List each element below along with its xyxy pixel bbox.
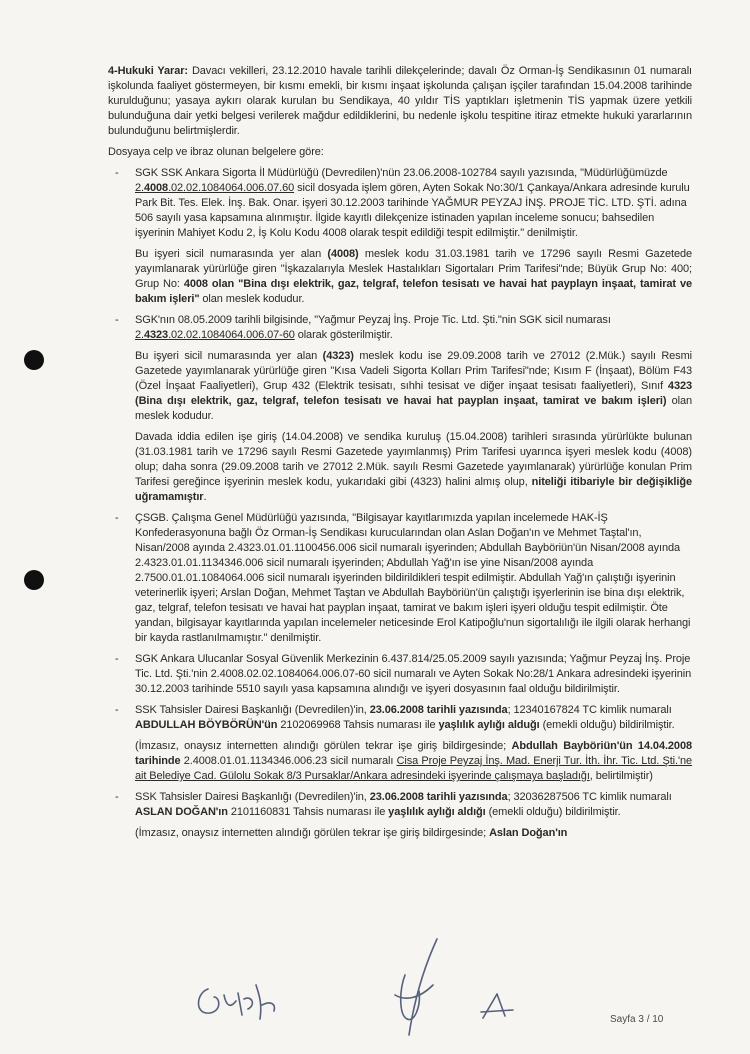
paragraph: Bu işyeri sicil numarasında yer alan (4323) meslek kodu ise 29.09.2008 tarih ve 27012 (2.Mük.) sayılı Resmi Gazetede yayımlanarak yürürlüğe giren "Kısa Vadeli Sigorta Kolları Prim Tarifesi"nde; Kısım F (İnşaat), Bölüm F43 (Özel İnşaat Faaliyetleri), Grup 432 (Elektrik tesisatı, sıhhi tesisat ve diğer inşaat tesisatı faaliyetleri), Sınıf 4323 (Bina dışı elektrik, gaz, telgraf, telefon tesisatı ve havai hat payplan inşaat, tamirat ve bakım işleri) olan meslek kodudur. [135, 350, 692, 422]
paragraph: Bu işyeri sicil numarasında yer alan (4008) meslek kodu 31.03.1981 tarih ve 17296 sayılı Resmi Gazetede yayımlanarak yürürlüğe giren "İşkazalarıyla Meslek Hastalıkları Sigortaları Prim Tarifesi"nde; Büyük Grup No: 400; Grup No: 4008 olan "Bina dışı elektrik, gaz, telgraf, telefon tesisatı ve havai hat payplayn inşaat, tamirat ve bakım işleri" olan meslek kodudur. [135, 248, 692, 305]
list-item: - SSK Tahsisler Dairesi Başkanlığı (Devredilen)'in, 23.06.2008 tarihli yazısında; 12340167824 TC kimlik numaralı ABDULLAH BÖYBÖRÜN'ün 2102069968 Tahsis numarası ile yaşlılık aylığı alduğı (emekli olduğu) bildirilmiştir. [115, 704, 675, 731]
list-item: - SGK Ankara Ulucanlar Sosyal Güvenlik Merkezinin 6.437.814/25.05.2009 sayılı yazısında; Yağmur Peyzaj İnş. Proje Tic. Ltd. Şti.'nin 2.4008.02.02.1084064.006.07-60 sicil numaralı ve Ayten Sokak No:28/1 Ankara adresindeki işyerinin 30.12.2003 tarihinde 5510 sayılı yasa kapsamına alındığı ve işyeri dosyasının faal olduğu bildirilmiştir. [115, 653, 692, 695]
signature-left [190, 975, 300, 1035]
document-body [108, 64, 692, 847]
registry-number: 2.4008.02.02.1084064.006.07.60 [135, 182, 295, 194]
list-item: - SSK Tahsisler Dairesi Başkanlığı (Devredilen)'in, 23.06.2008 tarihli yazısında; 32036287506 TC kimlik numaralı ASLAN DOĞAN'ın 2101160831 Tahsis numarası ile yaşlılık aylığı aldığı (emekli olduğu) bildirilmiştir. [115, 791, 672, 818]
list-item: - SGK'nın 08.05.2009 tarihli bilgisinde, "Yağmur Peyzaj İnş. Proje Tic. Ltd. Şti."nin SGK sicil numarası 2.4323.02.02.1084064.006.07-60 olarak gösterilmiştir. [115, 314, 611, 341]
list-item: - SGK SSK Ankara Sigorta İl Müdürlüğü (Devredilen)'nün 23.06.2008-102784 sayılı yazısında, "Müdürlüğümüzde 2.4008.02.02.1084064.006.07.60 sicil dosyada işlem gören, Ayten Sokak No:30/1 Çankaya/Ankara adresinde kurulu Park Bit. Tes. Elek. İnş. Bak. Onar. işyeri 30.12.2003 tarihinde YAĞMUR PEYZAJ İNŞ. PROJE TİC. LTD. ŞTİ. adına 506 sayılı yasa kapsamına alınmıştır. İlgide kayıtlı dilekçenize istinaden yapılan inceleme sonucu; bahsedilen işyerinin Mahiyet Kodu 2, İş Kolu Kodu 4008 olarak tespit edildiği tespit edilmiştir." denilmiştir. [115, 167, 690, 239]
paragraph-lead: Dosyaya celp ve ibraz olunan belgelere göre: [108, 146, 324, 158]
signature-middle [385, 935, 455, 1045]
punch-hole [24, 570, 44, 590]
signature-right [475, 990, 525, 1030]
paragraph: Davada iddia edilen işe giriş (14.04.2008) ve sendika kuruluş (15.04.2008) tarihleri sırasında yürürlükte bulunan (31.03.1981 tarih ve 17296 sayılı Resmi Gazetede yayımlanmış) Prim Tarifesi uyarınca işyeri meslek kodu (4008) olup; daha sonra (29.09.2008 tarih ve 27012 2.Mük. sayılı Resmi Gazetede yayımlanarak) yürürlüğe konulan Prim Tarifesi gereğince işyerinin meslek kodu, yukarıdaki gibi (4323) halini almış olup, niteliği itibariyle bir değişikliğe uğramamıştır. [135, 431, 692, 503]
section-heading: 4-Hukuki Yarar: [108, 65, 188, 77]
list-item: - ÇSGB. Çalışma Genel Müdürlüğü yazısında, "Bilgisayar kayıtlarımızda yapılan incelemede HAK-İŞ Konfederasyonuna bağlı Öz Orman-İş Sendikası kurucularından olan Aslan Doğan'ın ve Mehmet Taştal'ın, Nisan/2008 ayında 2.4323.01.01.1100456.006 sicil numaralı işyerinden; Abdullah Bayböriün'ün Nisan/2008 ayında 2.4323.01.01.1134346.006 sicil numaralı işyerinden; Abdullah Yağ'ın ise yine Nisan/2008 ayında 2.7500.01.01.1084064.006 sicil numaralı işyerinden bildirildikleri tespit edilmiştir. Abdullah Yağ'ın çalıştığı işyerinin veterinerlik işyeri; Arslan Doğan, Mehmet Taştan ve Abdullah Bayböriün'ün çalıştığı işyerlerinin ise bina dışı elektrik, gaz, telgraf, telefon tesisatı ve havai hat payplan inşaat, tamirat ve bakım işleri işyeri olduğu tespit edilmiştir. Öte yandan, bilgisayar kayıtlarında yapılan incelemeler neticesinde Erol Katipoğlu'nun sigortalılığı ile ilgili olarak herhangi bir kayda rastlanılmamıştır." denilmiştir. [115, 512, 691, 644]
paragraph: (İmzasız, onaysız internetten alındığı görülen tekrar işe giriş bildirgesinde; Aslan Doğan'ın [135, 827, 568, 839]
registry-number: 2.4323.02.02.1084064.006.07-60 [135, 329, 295, 341]
paragraph: (İmzasız, onaysız internetten alındığı görülen tekrar işe giriş bildirgesinde; Abdullah Bayböriün'ün 14.04.2008 tarihinde 2.4008.01.01.1134346.006.23 sicil numaralı Cisa Proje Peyzaj İnş. Mad. Enerji Tur. İth. İhr. Tic. Ltd. Şti.'ne ait Belediye Cad. Gülolu Sokak 8/3 Pursaklar/Ankara adresindeki işyerinde çalışmaya başladığı, belirtilmiştir) [135, 740, 692, 782]
paragraph-hukuki-yarar: 4-Hukuki Yarar: Davacı vekilleri, 23.12.2010 havale tarihli dilekçelerinde; davalı Öz Orman-İş Sendikasının 01 numaralı işkolunda faaliyet göstermeyen, bir kısmı emekli, bir kısmı inşaat işkolunda çalışan işçiler tarafından 15.04.2008 tarihinde kurulduğunu; yasaya aykırı olarak kurulan bu Sendikaya, 40 yıldır TİS yaptıkları işletmenin TİS yapmak üzere yetkili bulunduğuna dair yetki belgesi verilerek mağdur edildiklerini, bu nedenle işkolu tespitine itiraz etmekte hukuki yararlarının bulunduğunu belirtmişlerdir. [108, 65, 692, 137]
page-number: Sayfa 3 / 10 [610, 1014, 664, 1025]
punch-hole [24, 350, 44, 370]
